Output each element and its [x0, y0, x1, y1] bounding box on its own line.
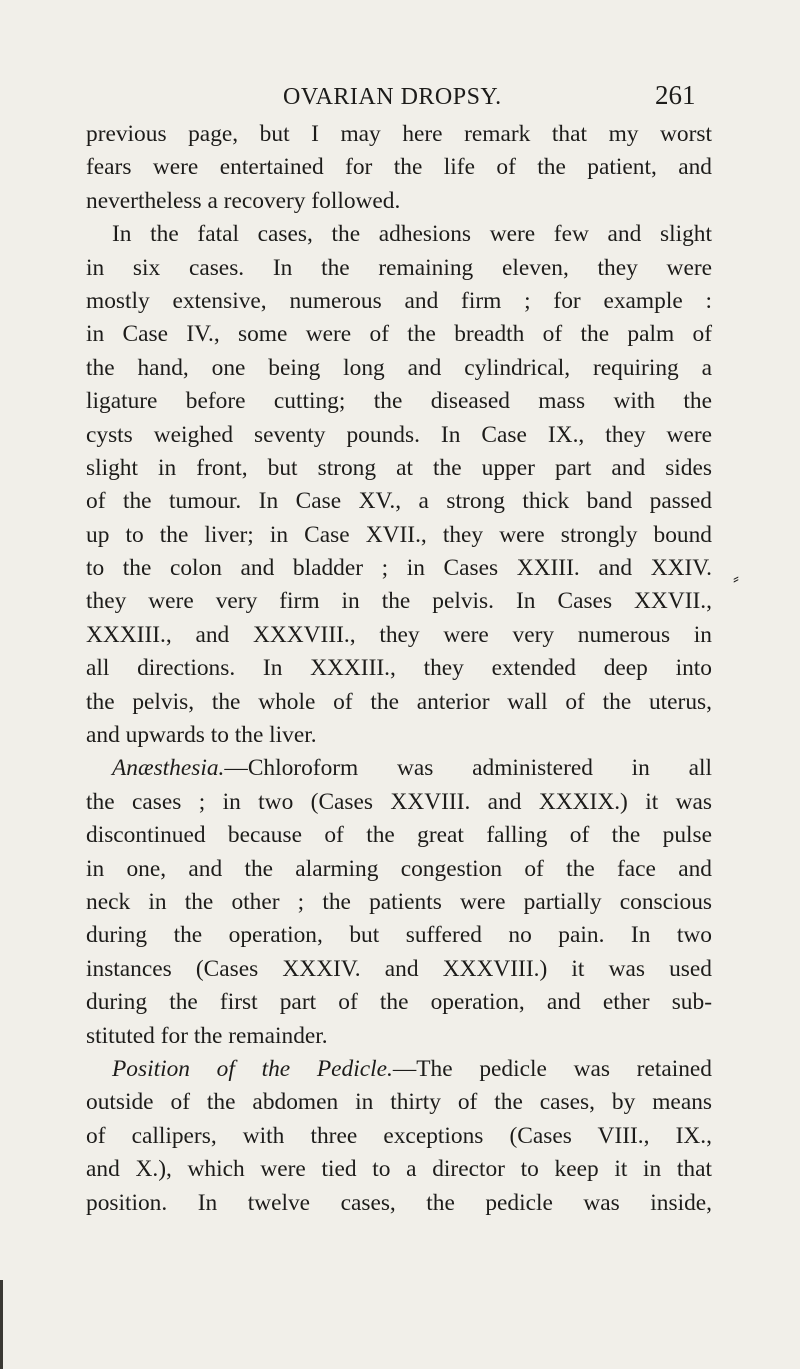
- text-line: fears were entertained for the life of the patient, and: [86, 154, 712, 181]
- anaesthesia-heading: Anæsthesia.: [112, 755, 225, 782]
- anaesthesia-first-text: —Chloroform was administered in all: [224, 755, 712, 782]
- body-text: [86, 118, 712, 1220]
- page-number: 261: [655, 80, 696, 110]
- page-edge-rule: [0, 1280, 3, 1369]
- text-line: position. In twelve cases, the pedicle was inside,: [86, 1189, 712, 1216]
- text-line: cysts weighed seventy pounds. In Case IX., they were: [86, 421, 712, 448]
- pedicle-first-text: —The pedicle was retained: [392, 1055, 712, 1082]
- text-line: previous page, but I may here remark that my worst: [86, 121, 712, 147]
- running-head: OVARIAN DROPSY.: [283, 84, 502, 110]
- paragraph-start-line: In the fatal cases, the adhesions were few and slight: [112, 221, 712, 248]
- text-line: the pelvis, the whole of the anterior wall of the uterus,: [86, 688, 712, 715]
- text-line: all directions. In XXXIII., they extended deep into: [86, 655, 712, 682]
- margin-mark: ⸗: [733, 568, 739, 588]
- text-line: during the first part of the operation, and ether sub-: [86, 989, 712, 1016]
- text-line: in one, and the alarming congestion of the face and: [86, 855, 712, 882]
- text-line: to the colon and bladder ; in Cases XXIII. and XXIV.: [86, 555, 712, 582]
- text-line: outside of the abdomen in thirty of the cases, by means: [86, 1089, 712, 1116]
- text-line: and upwards to the liver.: [86, 722, 317, 749]
- text-line: of callipers, with three exceptions (Cases VIII., IX.,: [86, 1122, 712, 1149]
- text-line: ligature before cutting; the diseased mass with the: [86, 388, 712, 415]
- text-line: the hand, one being long and cylindrical, requiring a: [86, 354, 712, 381]
- text-line: the cases ; in two (Cases XXVIII. and XXXIX.) it was: [86, 788, 712, 815]
- text-line: in Case IV., some were of the breadth of the palm of: [86, 321, 712, 348]
- text-line: mostly extensive, numerous and firm ; for example :: [86, 287, 712, 314]
- text-line: discontinued because of the great falling of the pulse: [86, 822, 712, 849]
- text-line: in six cases. In the remaining eleven, they were: [86, 254, 712, 281]
- text-line: up to the liver; in Case XVII., they were strongly bound: [86, 521, 712, 548]
- text-line: XXXIII., and XXXVIII., they were very numerous in: [86, 621, 712, 648]
- pedicle-paragraph-start: [86, 1053, 712, 1086]
- text-line: of the tumour. In Case XV., a strong thick band passed: [86, 488, 712, 515]
- text-line: neck in the other ; the patients were partially conscious: [86, 888, 712, 915]
- anaesthesia-paragraph-start: [86, 752, 712, 785]
- text-line: and X.), which were tied to a director to keep it in that: [86, 1156, 712, 1183]
- text-line: they were very firm in the pelvis. In Cases XXVII.,: [86, 588, 712, 615]
- text-line: instances (Cases XXXIV. and XXXVIII.) it was used: [86, 955, 712, 982]
- text-line: during the operation, but suffered no pain. In two: [86, 922, 712, 949]
- pedicle-heading: Position of the Pedicle.: [112, 1055, 393, 1082]
- text-line: nevertheless a recovery followed.: [86, 187, 401, 214]
- text-line: slight in front, but strong at the upper part and sides: [86, 454, 712, 481]
- text-line: stituted for the remainder.: [86, 1022, 328, 1049]
